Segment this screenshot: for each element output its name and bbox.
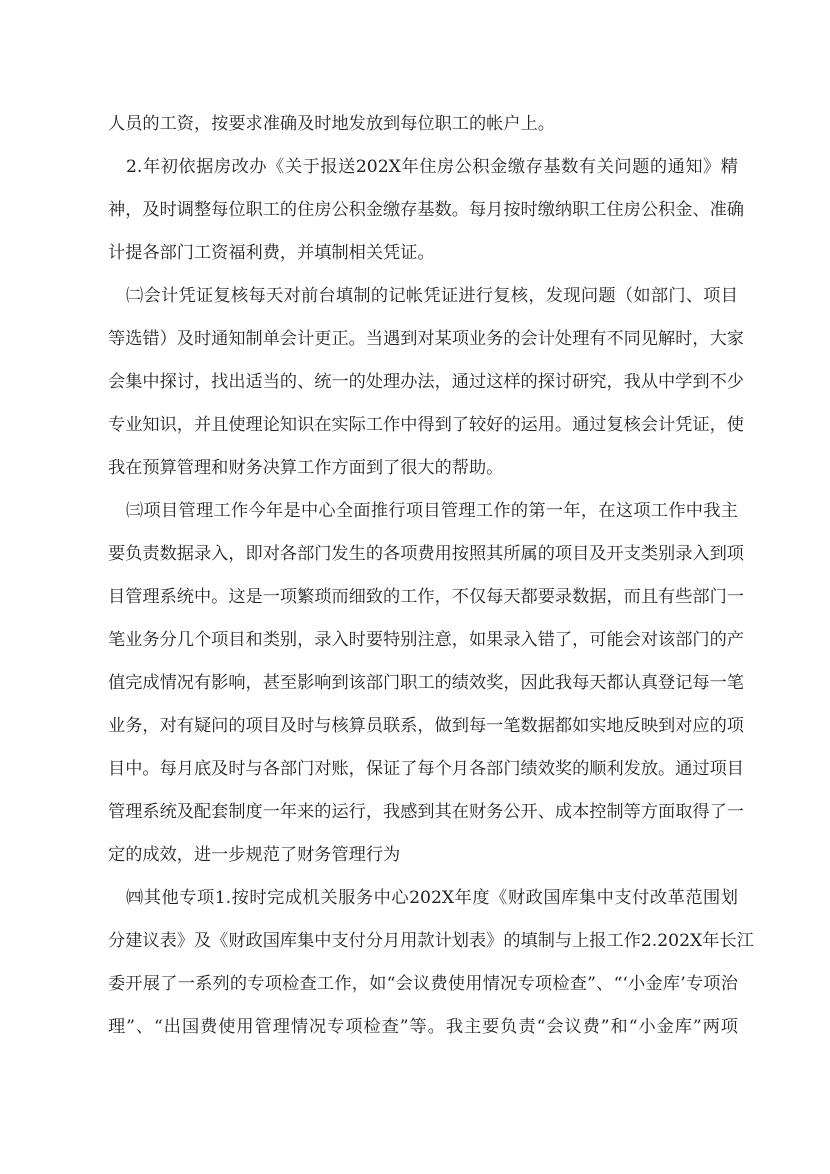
text-line: ㈣其他专项1.按时完成机关服务中心202X年度《财政国库集中支付改革范围划 — [126, 888, 738, 908]
text-line: 管理系统及配套制度一年来的运行，我感到其在财务公开、成本控制等方面取得了一 — [108, 802, 744, 822]
text-line: 专业知识，并且使理论知识在实际工作中得到了较好的运用。通过复核会计凭证，使 — [108, 415, 744, 435]
text-line: ㈢项目管理工作今年是中心全面推行项目管理工作的第一年，在这项工作中我主 — [126, 501, 738, 521]
text-line: 笔业务分几个项目和类别，录入时要特别注意，如果录入错了，可能会对该部门的产 — [108, 630, 744, 650]
text-line: 我在预算管理和财务决算工作方面到了很大的帮助。 — [108, 458, 504, 478]
text-line: 要负责数据录入，即对各部门发生的各项费用按照其所属的项目及开支类别录入到项 — [108, 544, 744, 564]
text-line: 定的成效，进一步规范了财务管理行为 — [108, 845, 401, 865]
text-line: 等选错）及时通知制单会计更正。当遇到对某项业务的会计处理有不同见解时，大家 — [108, 329, 744, 349]
text-line: 业务，对有疑问的项目及时与核算员联系，做到每一笔数据都如实地反映到对应的项 — [108, 716, 744, 736]
paragraph — [108, 275, 744, 490]
text-line: 理”、“出国费使用管理情况专项检查”等。我主要负责“会议费”和“小金库”两项 — [108, 1017, 738, 1037]
text-line: 目中。每月底及时与各部门对账，保证了每个月各部门绩效奖的顺利发放。通过项目 — [108, 759, 744, 779]
text-line: 委开展了一系列的专项检查工作，如“会议费使用情况专项检查”、“‘小金库’专项治 — [108, 974, 738, 994]
paragraph — [108, 877, 754, 1049]
text-line: 分建议表》及《财政国库集中支付分月用款计划表》的填制与上报工作2.202X年长江 — [108, 931, 754, 951]
text-line: 目管理系统中。这是一项繁琐而细致的工作，不仅每天都要录数据，而且有些部门一 — [108, 587, 744, 607]
document-page — [108, 103, 754, 1049]
text-line: 神，及时调整每位职工的住房公积金缴存基数。每月按时缴纳职工住房公积金、准确 — [108, 200, 744, 220]
text-line: ㈡会计凭证复核每天对前台填制的记帐凭证进行复核，发现问题（如部门、项目 — [126, 286, 738, 306]
text-line: 会集中探讨，找出适当的、统一的处理办法，通过这样的探讨研究，我从中学到不少 — [108, 372, 744, 392]
text-line: 人员的工资，按要求准确及时地发放到每位职工的帐户上。 — [108, 114, 555, 134]
text-line: 2.年初依据房改办《关于报送202X年住房公积金缴存基数有关问题的通知》精 — [126, 157, 738, 177]
text-line: 值完成情况有影响，甚至影响到该部门职工的绩效奖，因此我每天都认真登记每一笔 — [108, 673, 744, 693]
paragraph — [108, 490, 744, 877]
paragraph — [108, 146, 744, 275]
paragraph — [108, 103, 738, 146]
text-line: 计提各部门工资福利费，并填制相关凭证。 — [108, 243, 435, 263]
